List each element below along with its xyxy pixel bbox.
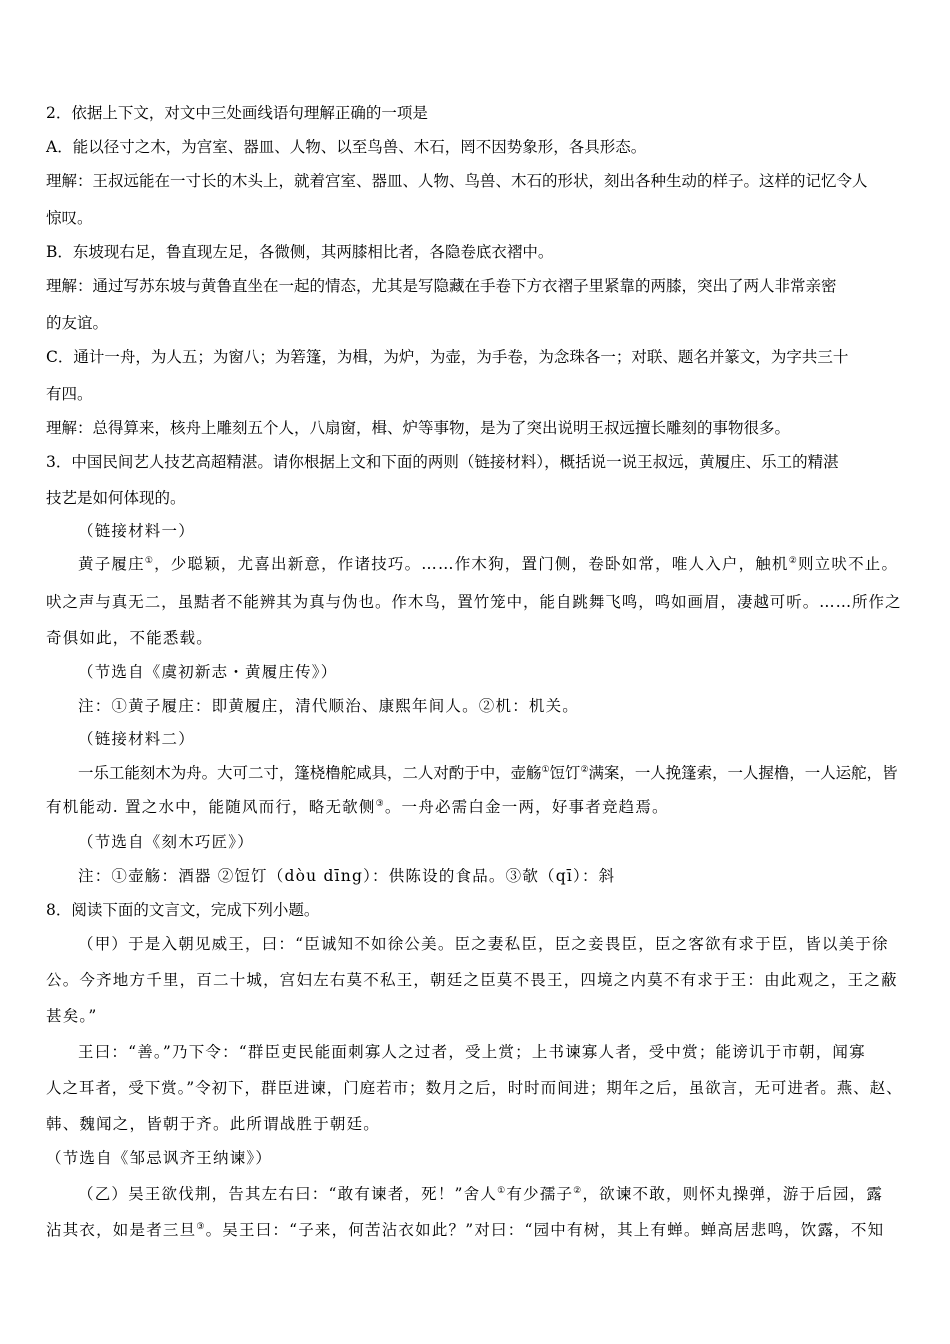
material-1-note: 注：①黄子履庄：即黄履庄，清代顺治、康熙年间人。②机：机关。 bbox=[78, 697, 580, 715]
q2-option-a: A．能以径寸之木，为宫室、器皿、人物、以至鸟兽、木石，罔不因势象形，各具形态。 bbox=[46, 138, 647, 156]
material-1-line-1: 黄子履庄①，少聪颖，尤喜出新意，作诸技巧。……作木狗，置门侧，卷卧如常，唯人入户，触机②则立吠不止。 bbox=[78, 555, 899, 573]
q2-option-c-explain: 理解：总得算来，核舟上雕刻五个人，八扇窗，楫、炉等事物，是为了突出说明王叔远擅长雕刻的事物很多。 bbox=[46, 419, 791, 437]
q2-option-b-explain-cont: 的友谊。 bbox=[46, 314, 109, 332]
passage-a-source: （节选自《邹忌讽齐王纳谏》） bbox=[46, 1149, 273, 1167]
material-1-title: （链接材料一） bbox=[78, 522, 195, 540]
material-2-line-2: 有机能动. 置之水中，能随风而行，略无欹侧③。一舟必需白金一两，好事者竞趋焉。 bbox=[46, 798, 669, 816]
material-1-source: （节选自《虞初新志・黄履庄传》） bbox=[78, 663, 338, 681]
material-1-line-2: 吠之声与真无二，虽黠者不能辨其为真与伪也。作木鸟，置竹笼中，能自跳舞飞鸣，鸣如画眉，凄越可听。……所作之 bbox=[46, 593, 902, 611]
q2-option-c: C．通计一舟，为人五；为窗八；为箬篷，为楫，为炉，为壶，为手卷，为念珠各一；对联、题名并篆文，为字共三十 bbox=[46, 348, 849, 366]
footnote-marker: ② bbox=[573, 1185, 583, 1196]
footnote-marker: ① bbox=[144, 555, 155, 566]
passage-a-line-5: 人之耳者，受下赏。”令初下，群臣进谏，门庭若市；数月之后，时时而间进；期年之后，虽欲言，无可进者。燕、赵、 bbox=[46, 1079, 903, 1097]
material-2-title: （链接材料二） bbox=[78, 730, 195, 748]
material-1-line-3: 奇俱如此，不能悉载。 bbox=[46, 629, 214, 647]
footnote-marker: ② bbox=[580, 764, 589, 775]
footnote-marker: ① bbox=[497, 1185, 507, 1196]
passage-b-line-1: （乙）吴王欲伐荆，告其左右曰：“敢有谏者，死！”舍人①有少孺子②，欲谏不敢，则怀丸操弹，游于后园，露 bbox=[78, 1185, 884, 1203]
material-2-note: 注：①壶觞：酒器 ②饾饤（dòu dīng）：供陈设的食品。③欹（qī）：斜 bbox=[78, 867, 616, 885]
q2-option-a-explain: 理解：王叔远能在一寸长的木头上，就着宫室、器皿、人物、鸟兽、木石的形状，刻出各种生动的样子。这样的记忆令人 bbox=[46, 172, 868, 190]
q2-option-b: B．东坡现右足，鲁直现左足，各微侧，其两膝相比者，各隐卷底衣褶中。 bbox=[46, 243, 554, 261]
passage-b-line-2: 沾其衣，如是者三旦③。吴王曰：“子来，何苦沾衣如此？”对曰：“园中有树，其上有蝉。蝉高居悲鸣，饮露，不知 bbox=[46, 1221, 885, 1239]
passage-a-line-1: （甲）于是入朝见威王，曰：“臣诚知不如徐公美。臣之妻私臣，臣之妾畏臣，臣之客欲有求于臣，皆以美于徐 bbox=[78, 935, 889, 953]
material-2-line-1: 一乐工能刻木为舟。大可二寸，篷桡橹舵咸具，二人对酌于中，壶觞①饾饤②满案，一人挽篷索，一人握橹，一人运舵，皆 bbox=[78, 764, 898, 782]
q8-stem: 8．阅读下面的文言文，完成下列小题。 bbox=[46, 901, 320, 919]
footnote-marker: ③ bbox=[375, 798, 385, 809]
footnote-marker: ② bbox=[788, 555, 798, 566]
q2-option-b-explain: 理解：通过写苏东坡与黄鲁直坐在一起的情态，尤其是写隐藏在手卷下方衣褶子里紧靠的两膝，突出了两人非常亲密 bbox=[46, 277, 837, 295]
footnote-marker: ① bbox=[541, 764, 550, 775]
material-2-source: （节选自《刻木巧匠》） bbox=[78, 833, 254, 851]
passage-a-line-4: 王曰：“善。”乃下令：“群臣吏民能面刺寡人之过者，受上赏；上书谏寡人者，受中赏；能谤讥于市朝，闻寡 bbox=[78, 1043, 866, 1061]
passage-a-line-3: 甚矣。” bbox=[46, 1007, 98, 1025]
q2-stem: 2．依据上下文，对文中三处画线语句理解正确的一项是 bbox=[46, 104, 428, 122]
passage-a-line-2: 公。今齐地方千里，百二十城，宫妇左右莫不私王，朝廷之臣莫不畏王，四境之内莫不有求于王：由此观之，王之蔽 bbox=[46, 971, 898, 989]
q2-option-a-explain-cont: 惊叹。 bbox=[46, 209, 93, 227]
passage-a-line-6: 韩、魏闻之，皆朝于齐。此所谓战胜于朝廷。 bbox=[46, 1115, 381, 1133]
q3-stem: 3．中国民间艺人技艺高超精湛。请你根据上文和下面的两则（链接材料），概括说一说王叔远，黄履庄、乐工的精湛 bbox=[46, 453, 839, 471]
footnote-marker: ③ bbox=[196, 1221, 206, 1232]
q2-option-c-cont: 有四。 bbox=[46, 385, 93, 403]
q3-stem-cont: 技艺是如何体现的。 bbox=[46, 489, 186, 507]
